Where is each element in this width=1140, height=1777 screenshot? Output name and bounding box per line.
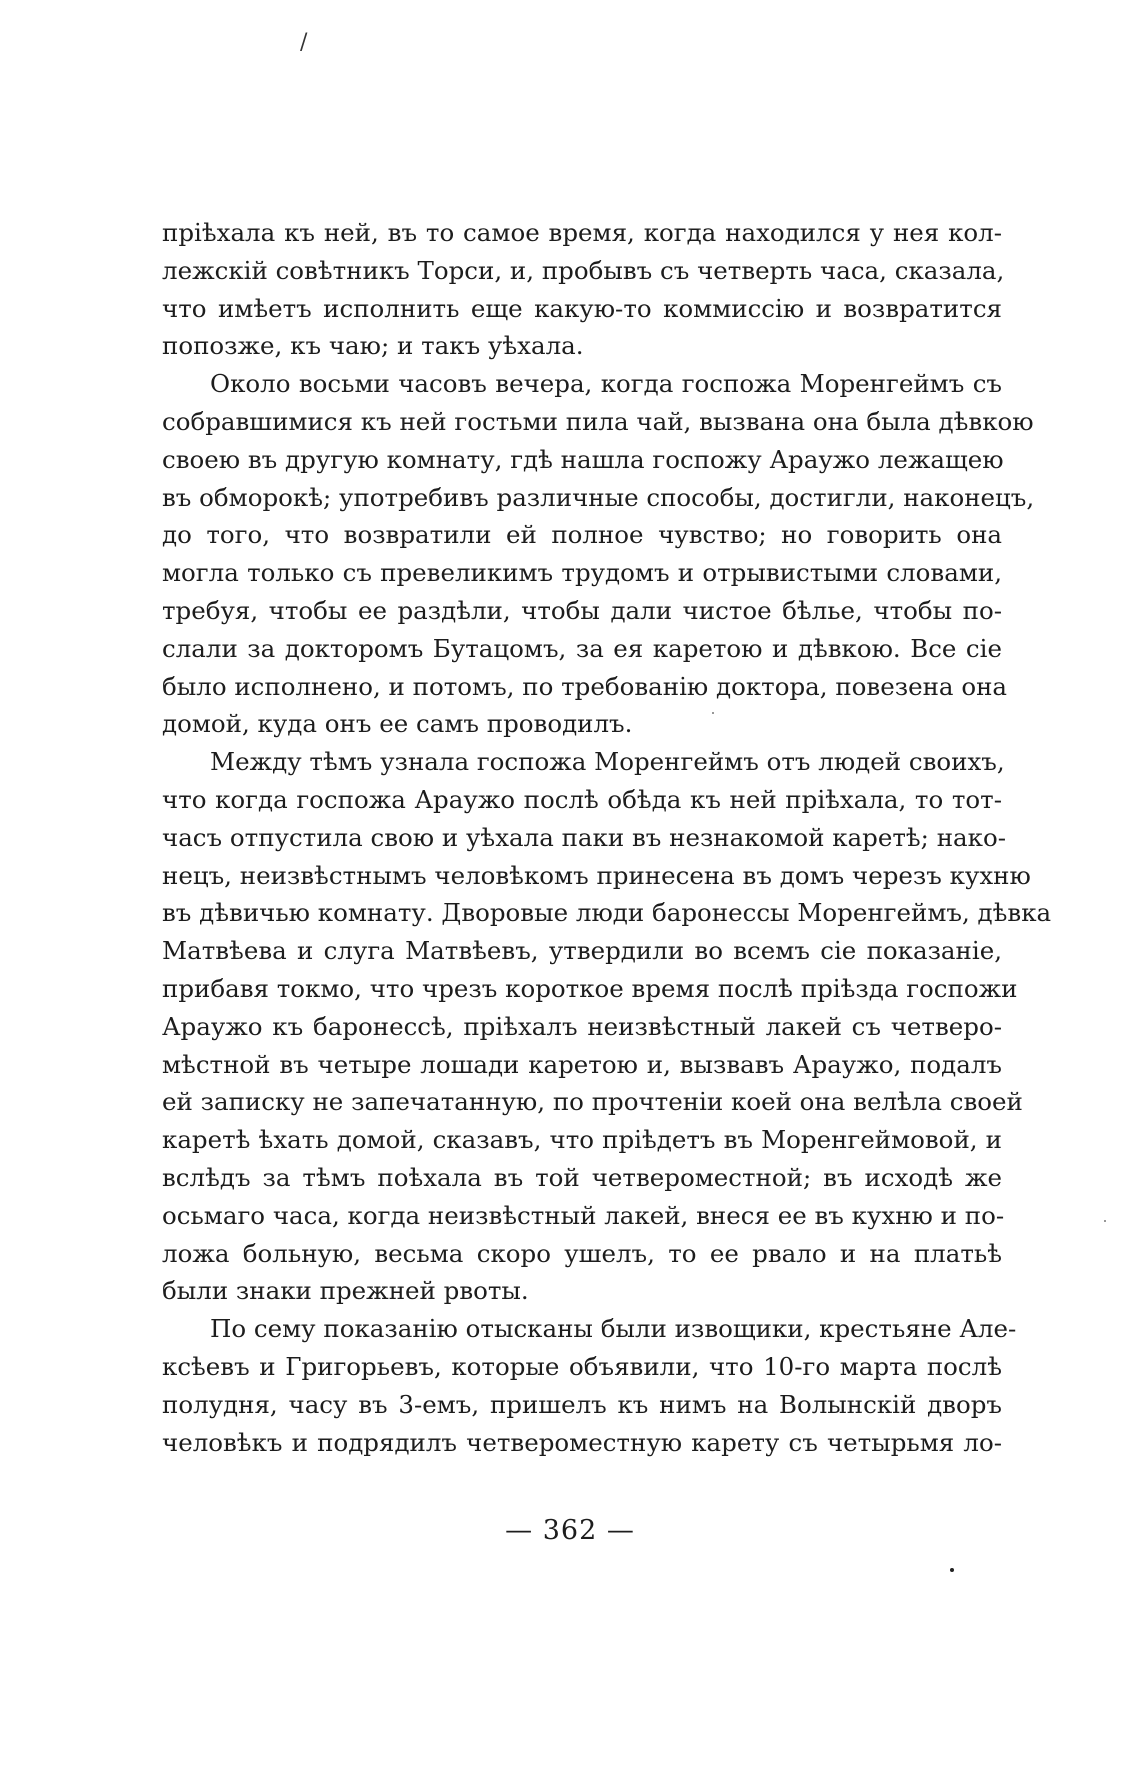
text-line: осьмаго часа, когда неизвѣстный лакей, внеся ее въ кухню и по-: [162, 1200, 1005, 1230]
text-line: прибавя токмо, что чрезъ короткое время послѣ прiѣзда госпожи: [162, 973, 1018, 1003]
text-line: полудня, часу въ 3-емъ, пришелъ къ нимъ на Волынскiй дворъ: [162, 1389, 1002, 1419]
page-number: — 362 —: [505, 1515, 635, 1546]
text-line: домой, куда онъ ее самъ проводилъ.: [162, 709, 633, 739]
text-line: Матвѣева и слуга Матвѣевъ, утвердили во всемъ сiе показанiе,: [162, 936, 1002, 966]
text-line: часъ отпустила свою и уѣхала паки въ незнакомой каретѣ; нако-: [162, 822, 1006, 852]
text-line: нецъ, неизвѣстнымъ человѣкомъ принесена въ домъ черезъ кухню: [162, 860, 1031, 890]
text-line: мѣстной въ четыре лошади каретою и, вызвавъ Араужо, подалъ: [162, 1049, 1002, 1079]
corner-pencil-mark: /: [300, 30, 308, 55]
text-line: Около восьми часовъ вечера, когда госпожа Моренгеймъ съ: [210, 369, 1002, 399]
text-line: что когда госпожа Араужо послѣ обѣда къ ней прiѣхала, то тот-: [162, 784, 1002, 814]
text-line: попозже, къ чаю; и такъ уѣхала.: [162, 331, 584, 361]
text-line: что имѣетъ исполнить еще какую-то коммиссiю и возвратится: [162, 293, 1002, 323]
text-line: Араужо къ баронессѣ, прiѣхалъ неизвѣстный лакей съ четверо-: [162, 1011, 1002, 1041]
text-line: своею въ другую комнату, гдѣ нашла госпожу Араужо лежащею: [162, 444, 1004, 474]
ink-speck: [712, 712, 714, 714]
text-line: ей записку не запечатанную, по прочтенiи коей она велѣла своей: [162, 1087, 1023, 1117]
ink-speck: [1104, 1220, 1106, 1222]
text-line: ксѣевъ и Григорьевъ, которые объявили, что 10-го марта послѣ: [162, 1351, 1002, 1381]
text-line: были знаки прежней рвоты.: [162, 1276, 529, 1306]
text-line: ложа больную, весьма скоро ушелъ, то ее рвало и на платьѣ: [162, 1238, 1002, 1268]
text-line: прiѣхала къ ней, въ то самое время, когда находился у нея кол-: [162, 218, 1002, 247]
text-line: Между тѣмъ узнала госпожа Моренгеймъ отъ людей своихъ,: [210, 747, 1005, 777]
ink-speck: [950, 1568, 954, 1572]
text-line: лежскiй совѣтникъ Торси, и, пробывъ съ четверть часа, сказала,: [162, 255, 1005, 285]
text-line: слали за докторомъ Бутацомъ, за ея каретою и дѣвкою. Все сiе: [162, 633, 1002, 663]
text-line: до того, что возвратили ей полное чувство; но говорить она: [162, 520, 1002, 550]
text-line: въ обморокѣ; употребивъ различные способы, достигли, наконецъ,: [162, 482, 1035, 512]
text-line: было исполнено, и потомъ, по требованiю доктора, повезена она: [162, 671, 1007, 701]
text-line: каретѣ ѣхать домой, сказавъ, что прiѣдетъ въ Моренгеймовой, и: [162, 1125, 1002, 1155]
body-text: [162, 214, 1052, 1461]
text-line: собравшимися къ ней гостьми пила чай, вызвана она была дѣвкою: [162, 406, 1034, 436]
text-line: человѣкъ и подрядилъ четвероместную карету съ четырьмя ло-: [162, 1427, 1002, 1457]
text-line: По сему показанiю отысканы были извощики, крестьяне Але-: [210, 1314, 1017, 1344]
text-line: въ дѣвичью комнату. Дворовые люди баронессы Моренгеймъ, дѣвка: [162, 898, 1052, 928]
text-line: вслѣдъ за тѣмъ поѣхала въ той четвероместной; въ исходѣ же: [162, 1162, 1002, 1192]
text-line: требуя, чтобы ее раздѣли, чтобы дали чистое бѣлье, чтобы по-: [162, 595, 1002, 625]
text-line: могла только съ превеликимъ трудомъ и отрывистыми словами,: [162, 558, 1002, 588]
